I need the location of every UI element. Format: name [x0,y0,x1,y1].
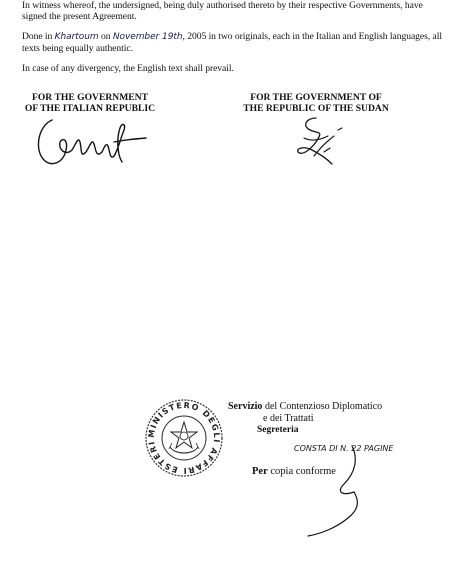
sudan-signature [286,112,356,168]
stamp-office-bold: Servizio [228,401,263,412]
handwritten-place: Khartoum [54,32,99,42]
stamp-treaties-line: e dei Trattati [263,413,314,424]
seal-ring-text: MINISTERO DEGLI AFFARI ESTERI [146,400,222,476]
done-on: on [100,31,111,42]
italian-signatory-heading [10,92,170,114]
handwritten-date: November 19th [112,32,183,42]
svg-text:MINISTERO DEGLI AFFARI ESTERI [147,401,221,475]
done-rest: , 2005 in two originals, each in the Italian and English languages, all texts being equally authentic. [22,31,442,54]
stamp-office-rest: del Contenzioso Diplomatico [262,401,383,412]
italian-heading-line2: OF THE ITALIAN REPUBLIC [24,103,156,114]
stamp-secretariat-line: Segreteria [257,425,299,435]
sudan-signatory-heading [236,92,396,114]
stamp-office-line [228,401,382,413]
emblem-star-icon [169,422,199,453]
ministry-seal [143,397,225,479]
done-prefix: Done in [22,31,53,42]
witness-paragraph: In witness whereof, the undersigned, being duly authorised thereto by their respective Governments, have signed the present Agreement. [22,0,423,22]
certifying-signature [300,440,380,540]
sudan-heading-line2: THE REPUBLIC OF THE SUDAN [243,103,389,114]
stamp-conformity-bold: Per [252,466,268,477]
sudan-heading-line1: FOR THE GOVERNMENT OF [250,92,382,103]
stamp-page-count: CONSTA DI N. 22 PAGINE [294,444,394,453]
italian-signature [30,112,150,174]
stamp-conformity-rest: copia conforme [267,466,336,477]
divergency-paragraph: In case of any divergency, the English text shall prevail. [22,63,234,74]
done-paragraph [22,31,447,54]
italian-heading-line1: FOR THE GOVERNMENT [31,92,149,103]
